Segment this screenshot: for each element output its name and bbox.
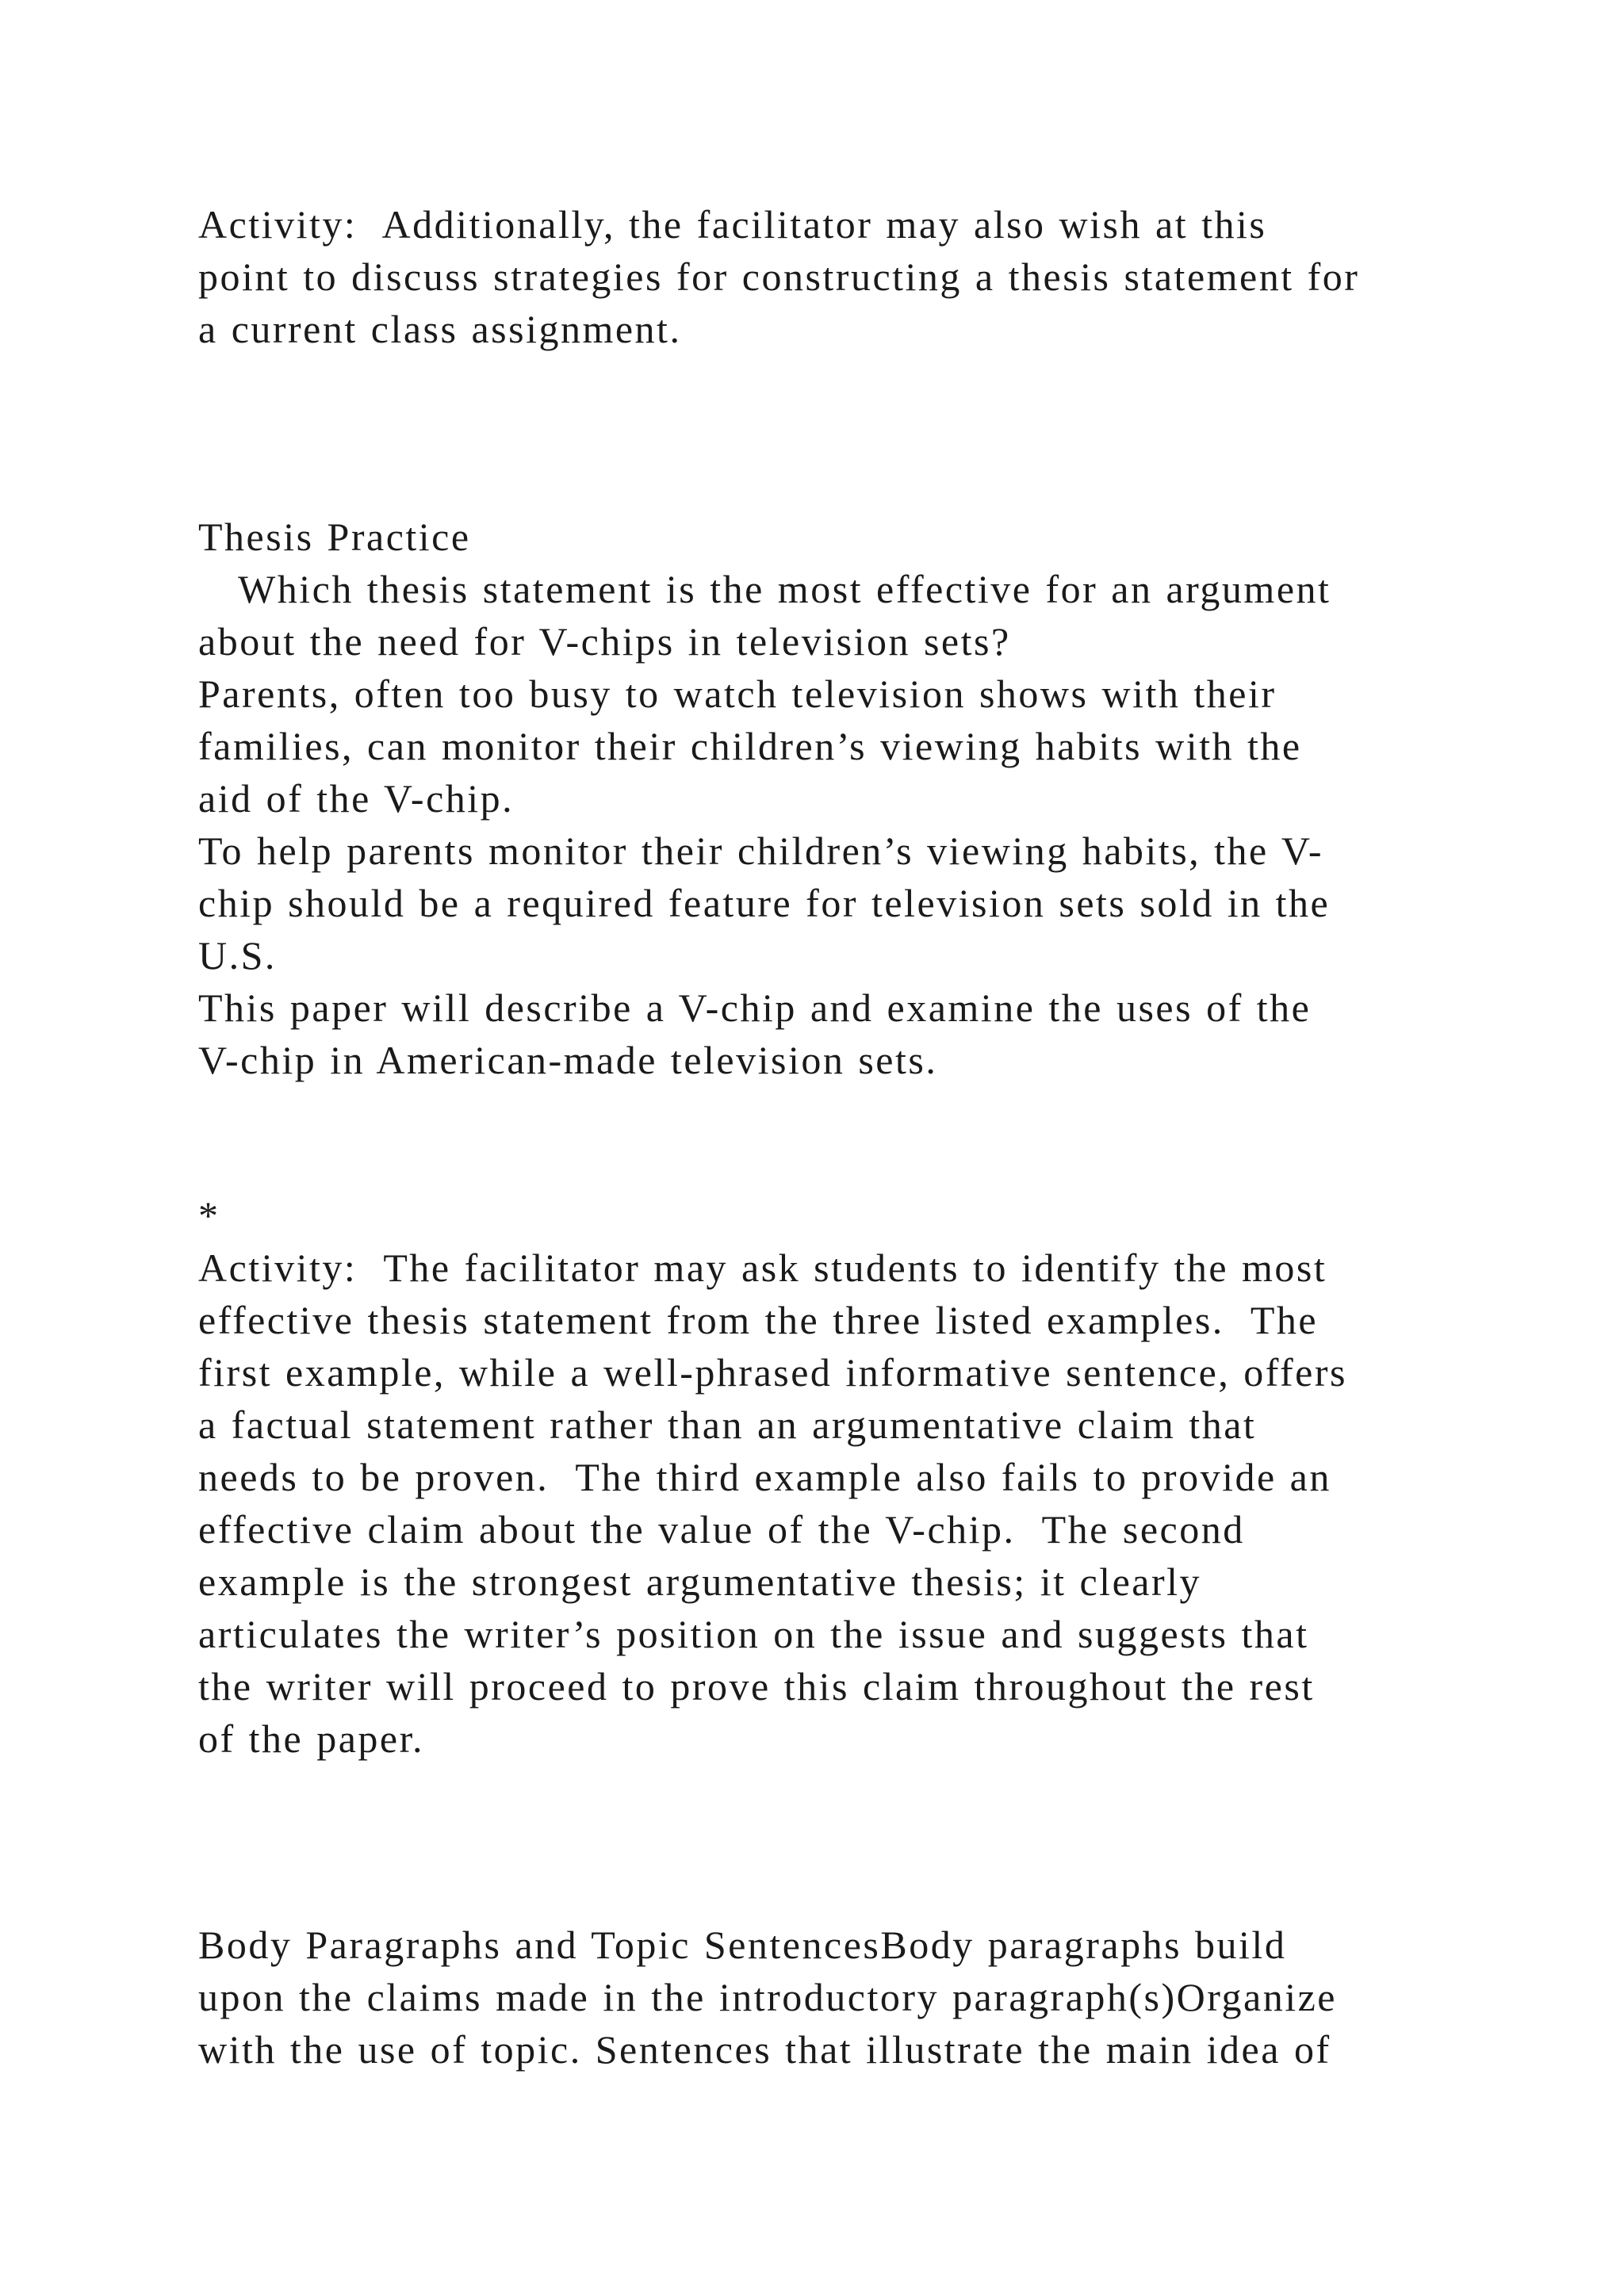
text-line: the writer will proceed to prove this claim throughout the rest: [198, 1664, 1315, 1709]
example-line: V-chip in American-made television sets.: [198, 1038, 938, 1082]
text-line: first example, while a well-phrased informative sentence, offers: [198, 1350, 1347, 1395]
question-line: about the need for V-chips in television sets?: [198, 619, 1011, 664]
text-line: of the paper.: [198, 1716, 425, 1761]
body-paragraphs-section: [198, 1919, 1507, 2076]
text-line: a current class assignment.: [198, 307, 682, 351]
text-line: example is the strongest argumentative thesis; it clearly: [198, 1559, 1201, 1604]
activity-note-identify-thesis: [198, 1189, 1507, 1765]
example-line: aid of the V-chip.: [198, 776, 515, 821]
example-line: chip should be a required feature for television sets sold in the: [198, 881, 1331, 925]
thesis-practice-section: [198, 511, 1507, 1086]
text-line: needs to be proven. The third example also fails to provide an: [198, 1455, 1331, 1499]
text-line: Activity: The facilitator may ask students to identify the most: [198, 1246, 1327, 1290]
text-line: Activity: Additionally, the facilitator may also wish at this: [198, 202, 1267, 247]
text-line: effective thesis statement from the three listed examples. The: [198, 1298, 1319, 1342]
text-line: a factual statement rather than an argumentative claim that: [198, 1402, 1257, 1447]
asterisk-marker: *: [198, 1193, 220, 1238]
example-line: This paper will describe a V-chip and examine the uses of the: [198, 985, 1312, 1030]
activity-note-constructing-thesis: [198, 198, 1507, 355]
text-line: point to discuss strategies for constructing a thesis statement for: [198, 254, 1360, 299]
example-line: families, can monitor their children’s viewing habits with the: [198, 724, 1302, 768]
text-line: articulates the writer’s position on the issue and suggests that: [198, 1612, 1309, 1656]
example-line: To help parents monitor their children’s viewing habits, the V-: [198, 828, 1324, 873]
section-heading: Thesis Practice: [198, 515, 471, 559]
question-line: Which thesis statement is the most effective for an argument: [198, 567, 1331, 611]
text-line: upon the claims made in the introductory paragraph(s)Organize: [198, 1975, 1337, 2019]
example-line: U.S.: [198, 933, 277, 978]
example-line: Parents, often too busy to watch television shows with their: [198, 672, 1277, 716]
text-line: Body Paragraphs and Topic SentencesBody paragraphs build: [198, 1923, 1287, 1967]
text-line: effective claim about the value of the V-chip. The second: [198, 1507, 1245, 1552]
text-line: with the use of topic. Sentences that illustrate the main idea of: [198, 2027, 1331, 2072]
